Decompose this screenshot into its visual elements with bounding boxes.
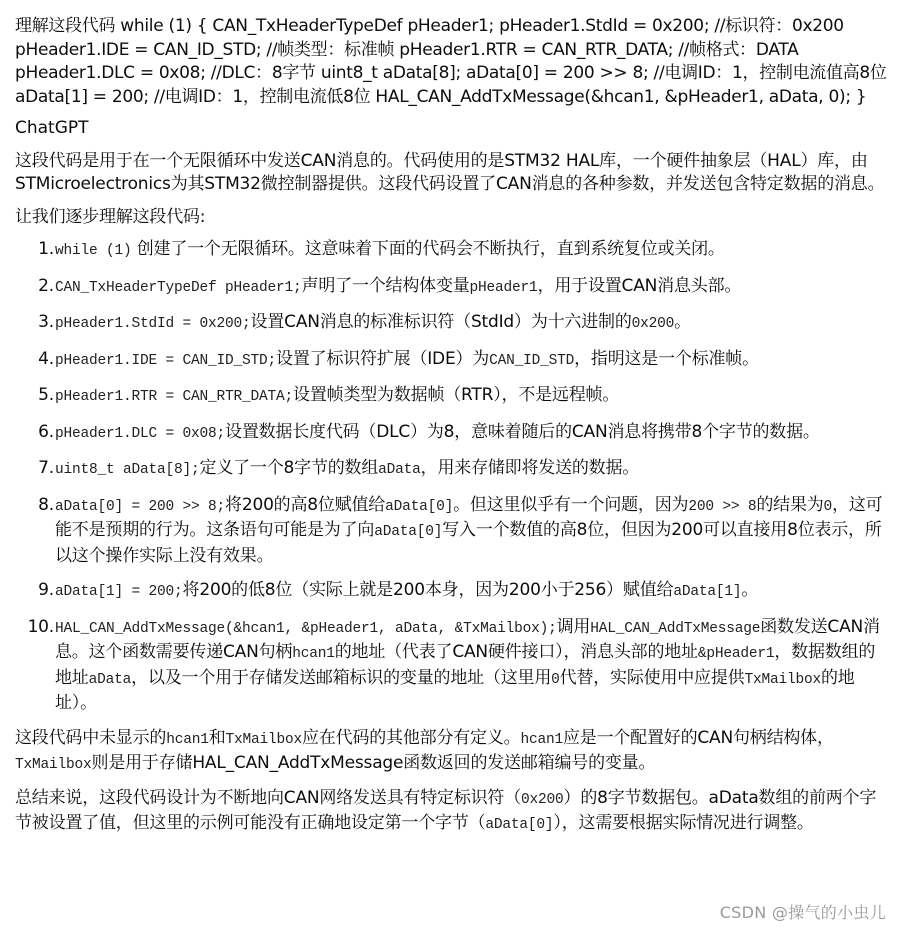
step-item (15, 421, 887, 447)
step-item (15, 616, 887, 716)
code-inline: hcan1 (292, 646, 335, 662)
code-inline: aData (88, 671, 132, 688)
step-item (15, 275, 887, 301)
text: 应是一个配置好的CAN句柄结构体， (562, 727, 834, 748)
step-text: 声明了一个结构体变量 (301, 275, 470, 296)
code-inline: aData[1] = 200; (55, 584, 183, 600)
step-item (15, 238, 887, 264)
code-inline: HAL_CAN_AddTxMessage(&hcan1, &pHeader1, aData, &TxMailbox); (55, 620, 557, 637)
step-number: 3. (38, 312, 54, 332)
step-text: ，以及一个用于存储发送邮箱标识的变量的地址（这里用 (131, 667, 552, 688)
text: 这段代码中未显示的 (15, 727, 167, 748)
notes-paragraph (15, 727, 887, 778)
step-number: 10. (27, 616, 54, 637)
text: 和 (208, 727, 226, 748)
step-text: ，用于设置CAN消息头部。 (537, 275, 742, 296)
step-item (15, 348, 887, 374)
step-text: 创建了一个无限循环。这意味着下面的代码会不断执行，直到系统复位或关闭。 (136, 239, 725, 259)
code-inline: 0x200 (521, 791, 564, 808)
step-number: 8. (38, 494, 54, 515)
step-number: 6. (38, 421, 54, 442)
code-inline: pHeader1.DLC = 0x08; (55, 425, 226, 442)
step-number: 1. (38, 239, 54, 259)
step-text: ，数据数组的地址 (55, 642, 876, 688)
step-text: 调用 (556, 616, 591, 637)
step-text: 的地址）。 (55, 667, 855, 713)
code-inline: TxMailbox (744, 671, 821, 688)
step-text: 的地址（代表了CAN硬件接口），消息头部的地址 (334, 642, 698, 662)
step-text: 的结果为 (756, 494, 824, 515)
code-inline: &pHeader1 (697, 646, 775, 662)
step-text: 。 (741, 580, 759, 600)
code-inline: aData[0] (374, 524, 443, 540)
code-inline: 0 (551, 671, 560, 688)
intro-paragraph: 这段代码是用于在一个无限循环中发送CAN消息的。代码使用的是STM32 HAL库，一个硬件抽象层（HAL）库，由STMicroelectronics为其STM32微控制器提供。这段代码设置了CAN消息的各种参数，并发送包含特定数据的消息。 (15, 150, 885, 194)
step-number: 9. (38, 580, 54, 600)
code-inline: TxMailbox (15, 757, 92, 773)
code-inline: pHeader1.IDE = CAN_ID_STD; (55, 352, 277, 369)
code-inline: 0 (823, 498, 833, 515)
step-text: 将200的低8位（实际上就是200本身，因为200小于256）赋值给 (182, 580, 674, 600)
code-inline: while (1) (55, 243, 132, 259)
code-inline: uint8_t aData[8]; (55, 462, 200, 478)
step-text: 函数发送CAN消息。这个函数需要传递CAN句柄 (55, 616, 880, 662)
code-inline: aData[0] = 200 >> 8; (55, 498, 226, 515)
text: 则是用于存储HAL_CAN_AddTxMessage函数返回的发送邮箱编号的变量。 (91, 753, 656, 773)
code-inline: pHeader1 (469, 279, 538, 296)
summary-paragraph (15, 787, 887, 838)
step-text: 。但这里似乎有一个问题，因为 (453, 494, 689, 515)
step-item (15, 579, 887, 605)
step-text: 设置帧类型为数据帧（RTR），不是远程帧。 (293, 385, 620, 405)
code-inline: CAN_TxHeaderTypeDef pHeader1; (55, 279, 302, 296)
text: 总结来说，这段代码设计为不断地向CAN网络发送具有特定标识符（ (15, 787, 522, 808)
code-inline: hcan1 (520, 731, 563, 748)
speaker-label: ChatGPT (15, 118, 89, 138)
step-text: 设置CAN消息的标准标识符（StdId）为十六进制的 (250, 312, 632, 332)
step-item (15, 384, 887, 410)
step-number: 4. (38, 348, 54, 369)
step-item (15, 494, 887, 569)
step-item (15, 311, 887, 337)
step-number: 5. (38, 385, 54, 405)
step-text: ，这可能不是预期的行为。这条语句可能是为了向 (55, 494, 883, 540)
code-inline: pHeader1.StdId = 0x200; (55, 316, 251, 332)
step-text: 设置数据长度代码（DLC）为8，意味着随后的CAN消息将携带8个字节的数据。 (225, 421, 820, 442)
steps-list (15, 238, 887, 716)
code-inline: 0x200 (631, 316, 675, 332)
csdn-watermark: CSDN @操气的小虫儿 (719, 903, 886, 922)
user-prompt: 理解这段代码 while (1) { CAN_TxHeaderTypeDef pHeader1; pHeader1.StdId = 0x200; //标识符：0x200 pHeader1.IDE = CAN_ID_STD; //帧类型：标准帧 pHeader1.RTR = CAN_RTR_DATA; //帧格式：DATA pHeader1.DLC = 0x08; //DLC：8字节 uint8_t aData[8]; aData[0] = 200 >> 8; //电调ID：1，控制电流值高8位 aData[1] = 200; //电调ID：1，控制电流低8位 HAL_CAN_AddTxMessage(&hcan1, &pHeader1, aData, 0); } (15, 16, 887, 107)
code-inline: aData[0] (485, 817, 554, 833)
code-inline: aData (378, 462, 421, 478)
code-inline: HAL_CAN_AddTxMessage (590, 620, 761, 637)
step-text: 代替，实际使用中应提供 (559, 667, 745, 688)
text: ），这需要根据实际情况进行调整。 (553, 813, 814, 833)
code-inline: CAN_ID_STD (489, 352, 575, 369)
step-item (15, 457, 887, 483)
step-text: 定义了一个8字节的数组 (199, 458, 379, 478)
code-inline: aData[1] (673, 584, 742, 600)
step-number: 2. (38, 275, 54, 296)
step-text: 设置了标识符扩展（IDE）为 (276, 348, 490, 369)
code-inline: hcan1 (166, 731, 209, 748)
step-text: 写入一个数值的高8位，但因为200可以直接用8位表示，所以这个操作实际上没有效果。 (55, 520, 882, 566)
code-inline: pHeader1.RTR = CAN_RTR_DATA; (55, 389, 294, 405)
code-inline: TxMailbox (225, 731, 303, 748)
chat-transcript (15, 15, 887, 847)
step-text: 将200的高8位赋值给 (225, 494, 386, 515)
text: 应在代码的其他部分有定义。 (302, 727, 521, 748)
step-number: 7. (38, 458, 54, 478)
code-inline: aData[0] (385, 498, 454, 515)
step-text: ，指明这是一个标准帧。 (574, 348, 759, 369)
steps-lead: 让我们逐步理解这段代码: (15, 206, 206, 227)
text: ）的8字节数据包。aData数组的前两个字节被设置了值，但这里的示例可能没有正确地设定第一个字节（ (15, 787, 877, 833)
step-text: 。 (674, 312, 691, 332)
step-text: ，用来存储即将发送的数据。 (420, 458, 640, 478)
code-inline: 200 >> 8 (688, 498, 757, 515)
